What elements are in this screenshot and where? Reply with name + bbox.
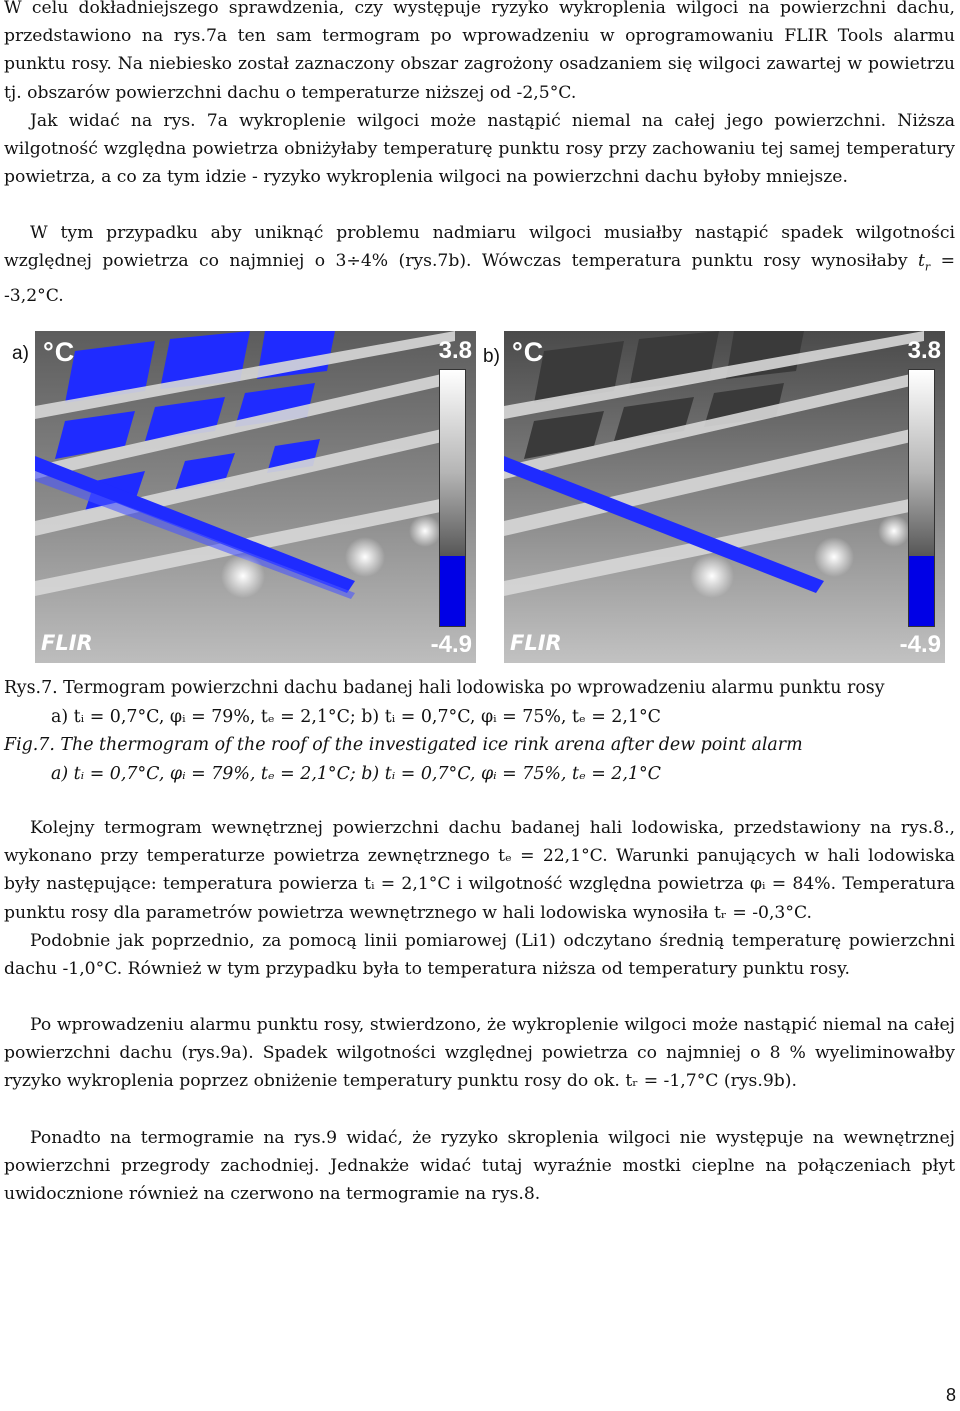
intro-paragraph-3-text: W tym przypadku aby uniknąć problemu nadmiaru wilgoci musiałby nastąpić spadek wilgotności względnej powietrza co najmniej o 3÷4% (rys.7b). Wówczas temperatura punktu rosy wynosiłaby (4, 223, 955, 272)
body-paragraph-2: Podobnie jak poprzednio, za pomocą linii pomiarowej (Li1) odczytano średnią temperaturę powierzchni dachu -1,0°C. Również w tym przypadku była to temperatura niższa od temperatury punktu rosy. (4, 931, 955, 980)
intro-paragraph-2: Jak widać na rys. 7a wykroplenie wilgoci może nastąpić niemal na całej jego powierzchni. Niższa wilgotność względna powietrza obniżyłaby temperaturę punktu rosy przy zachowaniu tej samej temperatury powietrza, a co za tym idzie - ryzyko wykroplenia wilgoci na powierzchni dachu byłoby mniejsze. (4, 111, 955, 188)
unit-label: °C (512, 337, 545, 367)
max-temperature: 3.8 (438, 337, 472, 364)
caption-en-parameters (4, 760, 960, 789)
dew-point-symbol: t (918, 251, 925, 272)
intro-paragraph-3 (4, 219, 955, 310)
caption-en-values: a) tᵢ = 0,7°C, φᵢ = 79%, tₑ = 2,1°C; b) tᵢ = 0,7°C, φᵢ = 75%, tₑ = 2,1°C (51, 764, 661, 784)
temperature-scale (439, 369, 466, 627)
alarm-scale-segment (440, 556, 465, 626)
flir-logo: FLIR (510, 631, 562, 655)
dew-point-subscript: r (924, 260, 931, 274)
caption-pl-parameters (4, 703, 960, 732)
caption-en-title: Fig.7. The thermogram of the roof of the investigated ice rink arena after dew point alarm (4, 735, 803, 755)
dew-point-value: = -3,2°C. (4, 251, 955, 306)
thermogram-a (35, 331, 476, 663)
alarm-scale-segment (909, 556, 934, 626)
max-temperature: 3.8 (907, 337, 941, 364)
thermogram-b-image (504, 331, 945, 663)
min-temperature: -4.9 (899, 631, 941, 658)
unit-label: °C (43, 337, 76, 367)
body-paragraph-4: Ponadto na termogramie na rys.9 widać, że ryzyko skroplenia wilgoci nie występuje na wewnętrznej powierzchni przegrody zachodniej. Jednakże widać tutaj wyraźnie mostki cieplne na połączeniach płyt uwidocznione również na czerwono na termogramie na rys.8. (4, 1128, 955, 1205)
page-number: 8 (945, 1385, 956, 1405)
caption-pl-title: Rys.7. Termogram powierzchni dachu badanej hali lodowiska po wprowadzeniu alarmu punktu rosy (4, 678, 885, 698)
body-paragraph-1: Kolejny termogram wewnętrznej powierzchni dachu badanej hali lodowiska, przedstawiony na rys.8., wykonano przy temperaturze powietrza zewnętrznego tₑ = 22,1°C. Warunki panujących w hali lodowiska były następujące: temperatura powierza tᵢ = 2,1°C i wilgotność względna powietrza φᵢ = 84%. Temperatura punktu rosy dla parametrów powietrza wewnętrznego w hali lodowiska wynosiła tᵣ = -0,3°C. (4, 818, 955, 923)
min-temperature: -4.9 (430, 631, 472, 658)
figure-label-b: b) (483, 346, 500, 367)
intro-paragraph-1: W celu dokładniejszego sprawdzenia, czy występuje ryzyko wykroplenia wilgoci na powierzchni dachu, przedstawiono na rys.7a ten sam termogram po wprowadzeniu w oprogramowaniu FLIR Tools alarmu punktu rosy. Na niebiesko został zaznaczony obszar zagrożony osadzaniem się wilgoci zawartej w powietrzu tj. obszarów powierzchni dachu o temperaturze niższej od -2,5°C. (4, 0, 955, 103)
body-paragraph-3: Po wprowadzeniu alarmu punktu rosy, stwierdzono, że wykroplenie wilgoci może nastąpić niemal na całej powierzchni dachu (rys.9a). Spadek wilgotności względnej powietrza co najmniej o 8 % wyeliminowałby ryzyko wykroplenia poprzez obniżenie temperatury punktu rosy do ok. tᵣ = -1,7°C (rys.9b). (4, 1015, 955, 1092)
figure-label-a: a) (12, 343, 29, 364)
temperature-scale (908, 369, 935, 627)
caption-pl-values: a) tᵢ = 0,7°C, φᵢ = 79%, tₑ = 2,1°C; b) tᵢ = 0,7°C, φᵢ = 75%, tₑ = 2,1°C (51, 707, 661, 727)
thermogram-b (504, 331, 945, 663)
thermogram-a-image (35, 331, 476, 663)
flir-logo: FLIR (41, 631, 93, 655)
